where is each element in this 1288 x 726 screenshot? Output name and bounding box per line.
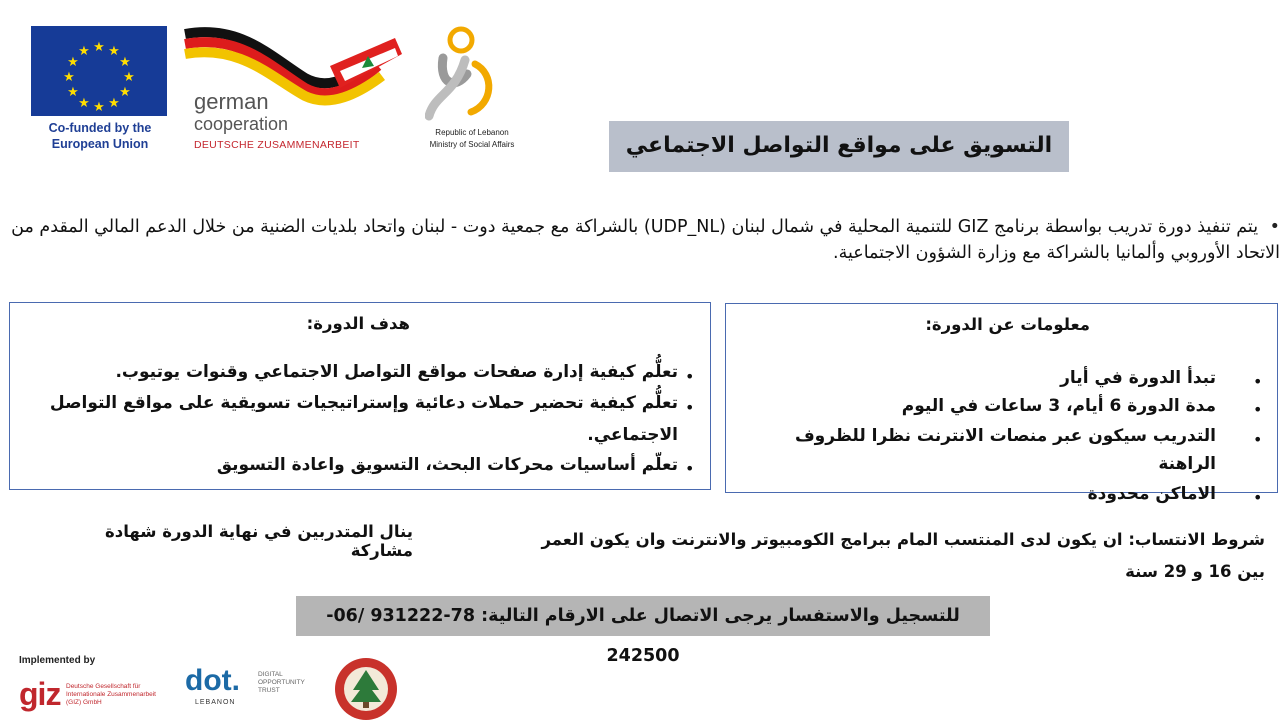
svg-text:★: ★ [63,70,75,85]
eu-caption-line2: European Union [51,137,149,151]
giz-logo: giz [19,676,61,712]
info-item-continued: الراهنة [1158,454,1216,474]
intro-bullet: • [1269,217,1280,237]
info-item: مدة الدورة 6 أيام، 3 ساعات في اليوم [901,396,1216,416]
svg-text:★: ★ [67,85,79,100]
info-list [736,368,1216,504]
svg-text:★: ★ [119,85,131,100]
goal-item: تعلُّم كيفية تحضير حملات دعائية وإستراتيجيات تسويقية على مواقع التواصل [49,393,678,413]
svg-text:★: ★ [78,44,90,59]
svg-text:★: ★ [93,40,105,55]
bullet-icon: • [685,367,695,386]
mosa-logo-icon [425,24,505,128]
info-heading: معلومات عن الدورة: [925,315,1090,334]
page-title: التسويق على مواقع التواصل الاجتماعي [625,133,1053,158]
goal-item: تعلّم أساسيات محركات البحث، التسويق واعادة التسويق [216,455,678,475]
mosa-line2: Ministry of Social Affairs [429,140,515,149]
svg-text:★: ★ [67,55,79,70]
bullet-icon: • [1253,372,1263,391]
gc-line2: cooperation [194,114,289,134]
conditions-line2: بين 16 و 29 سنة [1125,562,1265,581]
svg-text:★: ★ [93,100,105,115]
svg-text:★: ★ [108,44,120,59]
implemented-by-label: Implemented by [19,655,96,666]
contact-info: للتسجيل والاستفسار يرجى الاتصال على الارقام التالية: 78-931222 /06-242500 [326,606,960,666]
municipality-seal-icon [333,656,399,722]
enrollment-conditions [520,524,1265,588]
bullet-icon: • [685,398,695,417]
intro-text: يتم تنفيذ دورة تدريب بواسطة برنامج GIZ للتنمية المحلية في شمال لبنان (UDP_NL) بالشراكة مع جمعية دوت - لبنان واتحاد بلديات الضنية من خلال الدعم المالي المقدم من الاتحاد الأوروبي وألمانيا بالشراكة مع وزارة الشؤون الاجتماعية. [11,217,1280,263]
eu-flag-logo [31,26,167,116]
info-item: الاماكن محدودة [1087,484,1216,504]
gc-line3: DEUTSCHE ZUSAMMENARBEIT [194,139,360,151]
svg-text:★: ★ [123,70,135,85]
info-item: تبدأ الدورة في أيار [1060,368,1216,388]
dot-subtitle: DIGITAL OPPORTUNITY TRUST [258,671,305,694]
bullet-icon: • [1253,488,1263,507]
certificate-note: ينال المتدربين في نهاية الدورة شهادة مشاركة [104,522,413,560]
bullet-icon: • [1253,400,1263,419]
bullet-icon: • [1253,430,1263,449]
goal-heading: هدف الدورة: [306,314,410,333]
dot-logo: dot. [185,664,240,697]
eu-stars-icon [31,26,167,116]
eu-caption-line1: Co-funded by the [48,121,152,135]
intro-paragraph [8,214,1280,266]
gc-line1: german [194,89,269,114]
dot-country: LEBANON [195,699,236,706]
mosa-line1: Republic of Lebanon [435,128,509,137]
goal-item: تعلُّم كيفية إدارة صفحات مواقع التواصل الاجتماعي وقنوات يوتيوب. [115,362,678,382]
giz-subtitle: Deutsche Gesellschaft für Internationale Zusammenarbeit (GIZ) GmbH [66,683,156,706]
svg-text:★: ★ [108,96,120,111]
info-item: التدريب سيكون عبر منصات الانترنت نظرا للظروف [794,426,1216,446]
svg-text:★: ★ [78,96,90,111]
conditions-line1: شروط الانتساب: ان يكون لدى المنتسب المام ببرامج الكومبيوتر والانترنت وان يكون العمر [541,530,1265,549]
goal-item-continued: الاجتماعي. [587,425,678,445]
svg-text:★: ★ [119,55,131,70]
eu-caption [22,120,178,152]
bullet-icon: • [685,459,695,478]
goal-list [30,362,678,482]
